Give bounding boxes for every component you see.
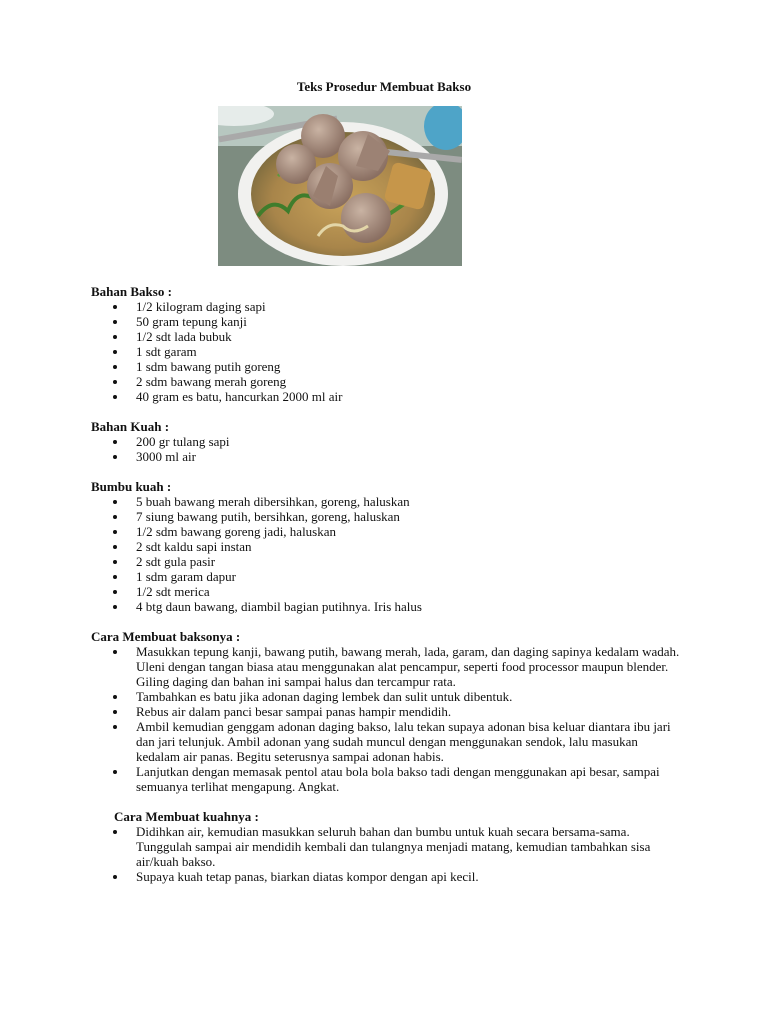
list-item: 4 btg daun bawang, diambil bagian putihnya. Iris halus xyxy=(91,599,681,614)
list-item: 1 sdt garam xyxy=(91,344,681,359)
recipe-content xyxy=(91,284,681,884)
section-heading-cara-baksonya: Cara Membuat baksonya : xyxy=(91,629,241,644)
list-cara-kuahnya xyxy=(91,824,681,884)
list-item: 40 gram es batu, hancurkan 2000 ml air xyxy=(91,389,681,404)
list-item: 50 gram tepung kanji xyxy=(91,314,681,329)
page-title: Teks Prosedur Membuat Bakso xyxy=(296,79,472,94)
list-item: 1/2 sdt merica xyxy=(91,584,681,599)
list-item: 1 sdm bawang putih goreng xyxy=(91,359,681,374)
list-item: Rebus air dalam panci besar sampai panas hampir mendidih. xyxy=(91,704,681,719)
list-item: 1 sdm garam dapur xyxy=(91,569,681,584)
list-item: 7 siung bawang putih, bersihkan, goreng, haluskan xyxy=(91,509,681,524)
list-item: 3000 ml air xyxy=(91,449,681,464)
section-heading-bahan-kuah: Bahan Kuah : xyxy=(91,419,170,434)
list-item: Masukkan tepung kanji, bawang putih, bawang merah, lada, garam, dan daging sapinya kedalam wadah. Uleni dengan tangan biasa atau menggunakan alat pencampur, seperti food processor maupun blender. Giling daging dan bahan ini sampai halus dan tercampur rata. xyxy=(91,644,681,689)
bakso-bowl-photo xyxy=(218,106,462,266)
list-item: 2 sdt kaldu sapi instan xyxy=(91,539,681,554)
list-bumbu-kuah xyxy=(91,494,681,614)
list-bahan-kuah xyxy=(91,434,681,464)
list-item: 1/2 kilogram daging sapi xyxy=(91,299,681,314)
list-item: Tambahkan es batu jika adonan daging lembek dan sulit untuk dibentuk. xyxy=(91,689,681,704)
list-cara-baksonya xyxy=(91,644,681,794)
list-item: 200 gr tulang sapi xyxy=(91,434,681,449)
section-heading-cara-kuahnya: Cara Membuat kuahnya : xyxy=(114,809,259,824)
section-heading-bumbu-kuah: Bumbu kuah : xyxy=(91,479,172,494)
list-item: 1/2 sdt lada bubuk xyxy=(91,329,681,344)
list-item: 5 buah bawang merah dibersihkan, goreng, haluskan xyxy=(91,494,681,509)
list-item: 2 sdm bawang merah goreng xyxy=(91,374,681,389)
list-item: Lanjutkan dengan memasak pentol atau bola bola bakso tadi dengan menggunakan api besar, sampai semuanya terlihat mengapung. Angkat. xyxy=(91,764,681,794)
list-item: 1/2 sdm bawang goreng jadi, haluskan xyxy=(91,524,681,539)
list-bahan-bakso xyxy=(91,299,681,404)
list-item: 2 sdt gula pasir xyxy=(91,554,681,569)
list-item: Ambil kemudian genggam adonan daging bakso, lalu tekan supaya adonan bisa keluar diantara ibu jari dan jari telunjuk. Ambil adonan yang sudah muncul dengan menggunakan sendok, lalu masukan kedalam air panas. Begitu seterusnya sampai adonan habis. xyxy=(91,719,681,764)
list-item: Didihkan air, kemudian masukkan seluruh bahan dan bumbu untuk kuah secara bersama-sama. Tunggulah sampai air mendidih kembali dan tulangnya menjadi matang, kemudian tambahkan sisa air/kuah bakso. xyxy=(91,824,681,869)
section-heading-bahan-bakso: Bahan Bakso : xyxy=(91,284,172,299)
list-item: Supaya kuah tetap panas, biarkan diatas kompor dengan api kecil. xyxy=(91,869,681,884)
bakso-bowl-illustration xyxy=(218,106,462,266)
